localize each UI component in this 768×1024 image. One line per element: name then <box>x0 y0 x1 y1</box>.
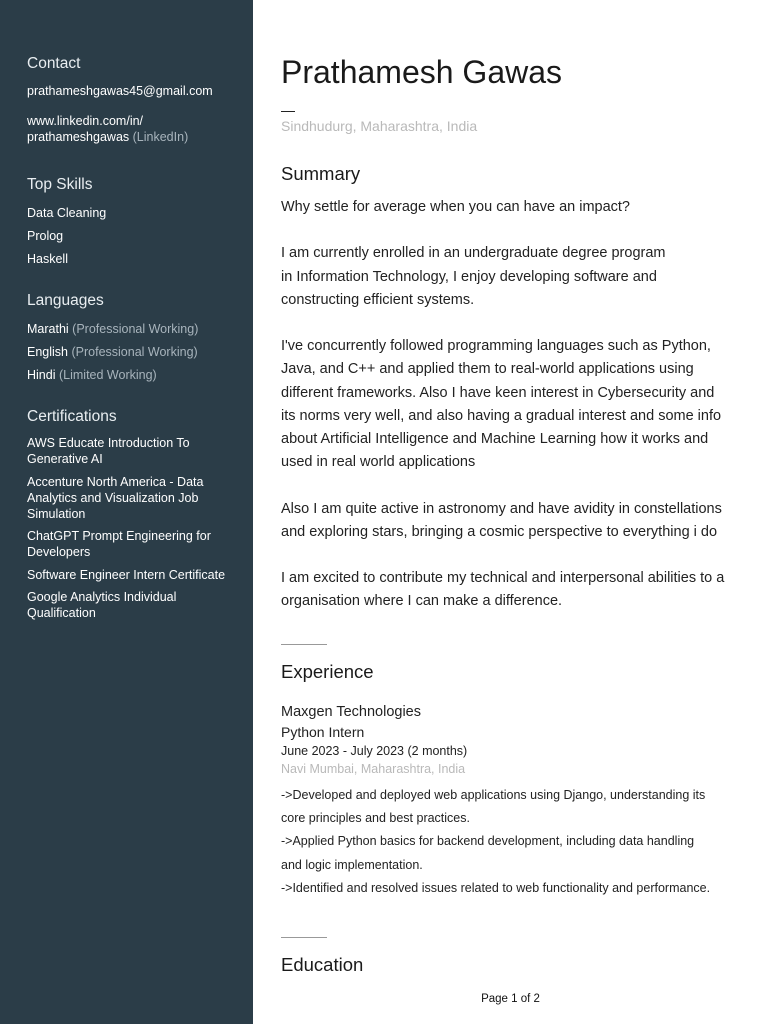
certifications-section <box>27 408 242 628</box>
skills-list <box>27 205 242 267</box>
languages-list <box>27 321 242 383</box>
linkedin-handle[interactable]: prathameshgawas <box>27 130 130 144</box>
summary-line: used in real world applications <box>281 454 476 471</box>
job-dates: June 2023 - July 2023 (2 months) <box>281 744 468 758</box>
languages-heading: Languages <box>27 292 104 309</box>
summary-line: about Artificial Intelligence and Machine Learning how it works and <box>281 431 709 447</box>
person-location: Sindhudurg, Maharashtra, India <box>281 118 478 134</box>
summary-line: its norms very well, and also having a gradual interest and some info <box>281 407 722 424</box>
certification-line: Simulation <box>27 506 86 521</box>
summary-line: I've concurrently followed programming languages such as Python, <box>281 338 711 355</box>
section-divider <box>281 644 327 645</box>
certifications-list <box>27 435 242 621</box>
summary-line: constructing efficient systems. <box>281 291 475 308</box>
linkedin-url-line1[interactable]: www.linkedin.com/in/ <box>27 114 144 128</box>
summary-paragraph <box>281 335 747 474</box>
language-level: (Professional Working) <box>71 345 198 359</box>
certification-line: Generative AI <box>27 452 103 466</box>
summary-paragraph <box>281 567 747 613</box>
summary-paragraph <box>281 196 747 219</box>
person-name: Prathamesh Gawas <box>281 54 563 90</box>
skill-item: Data Cleaning <box>27 206 107 220</box>
certification-item <box>27 528 242 560</box>
summary-paragraph <box>281 498 747 544</box>
certification-item <box>27 589 242 621</box>
certification-item <box>27 435 242 467</box>
certification-item <box>27 567 242 583</box>
sidebar <box>0 0 253 1024</box>
job-bullet-line: core principles and best practices. <box>281 811 470 826</box>
summary-line: Java, and C++ and applied them to real-world applications using <box>281 361 694 378</box>
job-bullet-line: ->Identified and resolved issues related to web functionality and performance. <box>281 880 711 895</box>
summary-line: Also I am quite active in astronomy and have avidity in constellations <box>281 500 722 517</box>
summary-line: organisation where I can make a difference. <box>281 593 563 610</box>
summary-line: and exploring stars, bringing a cosmic perspective to everything i do <box>281 523 718 540</box>
certification-line: Google Analytics Individual <box>27 590 177 604</box>
contact-email[interactable]: prathameshgawas45@gmail.com <box>27 84 213 98</box>
skill-item: Haskell <box>27 252 68 266</box>
experience-heading: Experience <box>281 661 374 682</box>
certification-line: Developers <box>27 545 91 559</box>
skills-section <box>27 176 242 274</box>
job-bullet-line: ->Developed and deployed web applications using Django, understanding its <box>281 788 706 802</box>
job-description <box>281 784 747 900</box>
education-heading: Education <box>281 954 364 975</box>
company-name: Maxgen Technologies <box>281 704 421 720</box>
certification-line: Analytics and Visualization Job <box>27 490 199 505</box>
language-item <box>27 321 242 337</box>
summary-line: different frameworks. Also I have keen interest in Cybersecurity and <box>281 384 715 401</box>
summary-line: I am currently enrolled in an undergraduate degree program <box>281 245 666 262</box>
language-name: Hindi <box>27 368 56 382</box>
linkedin-url-line2[interactable] <box>27 129 242 145</box>
language-item <box>27 367 242 383</box>
languages-section <box>27 292 242 390</box>
job-bullet-line: ->Applied Python basics for backend development, including data handling <box>281 834 695 849</box>
job-title: Python Intern <box>281 724 365 740</box>
language-name: Marathi <box>27 322 69 336</box>
certification-line: Qualification <box>27 606 96 620</box>
certification-line: ChatGPT Prompt Engineering for <box>27 529 211 543</box>
contact-heading: Contact <box>27 55 81 72</box>
experience-entry <box>281 702 747 900</box>
certification-line: Software Engineer Intern Certificate <box>27 567 226 582</box>
job-bullet-line: and logic implementation. <box>281 857 423 872</box>
name-divider <box>281 111 295 112</box>
page-number: Page 1 of 2 <box>481 993 540 1005</box>
job-location: Navi Mumbai, Maharashtra, India <box>281 762 466 776</box>
language-level: (Limited Working) <box>58 368 157 382</box>
summary-line: I am excited to contribute my technical and interpersonal abilities to a <box>281 570 725 587</box>
language-item <box>27 344 242 360</box>
summary-paragraph <box>281 242 747 312</box>
skill-item: Prolog <box>27 229 64 243</box>
certification-line: AWS Educate Introduction To <box>27 436 190 450</box>
summary-heading: Summary <box>281 163 361 184</box>
summary-body <box>281 196 747 614</box>
language-name: English <box>27 345 68 359</box>
skills-heading: Top Skills <box>27 176 93 193</box>
contact-section <box>27 55 242 145</box>
certification-line: Accenture North America - Data <box>27 474 204 489</box>
language-level: (Professional Working) <box>72 322 199 336</box>
linkedin-tag: (LinkedIn) <box>132 130 189 144</box>
summary-line: in Information Technology, I enjoy developing software and <box>281 268 657 285</box>
summary-line: Why settle for average when you can have an impact? <box>281 199 630 215</box>
certifications-heading: Certifications <box>27 408 117 425</box>
section-divider <box>281 937 327 938</box>
certification-item <box>27 474 242 522</box>
